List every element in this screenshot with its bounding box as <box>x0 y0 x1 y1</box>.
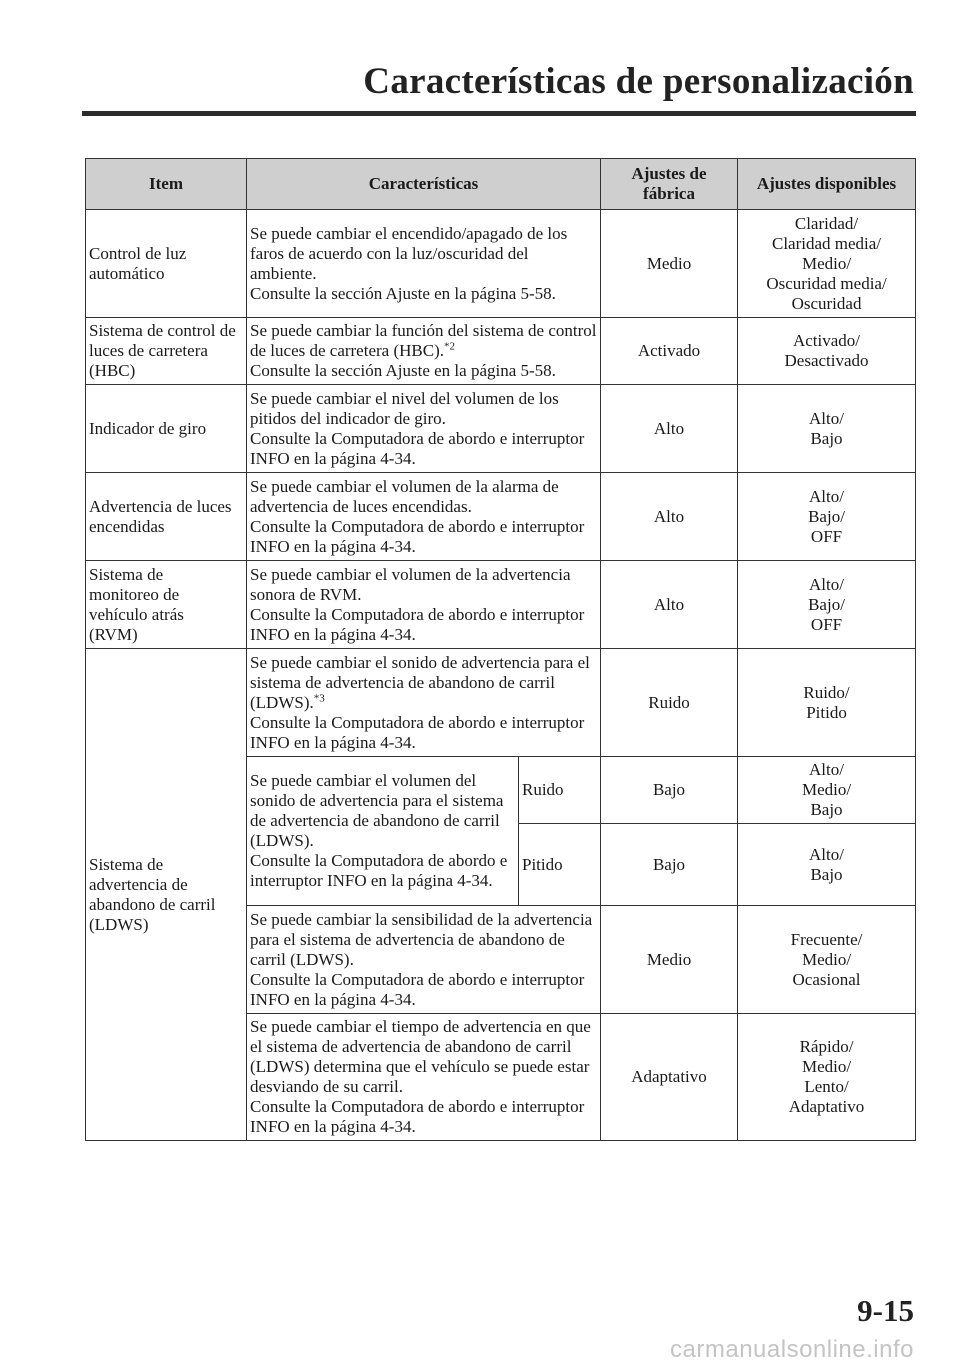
feature-cell: Se puede cambiar el volumen de la alarma de advertencia de luces encendidas. Consulte la Computadora de abordo e interruptor INFO en la página 4-34. <box>247 473 601 561</box>
table-row <box>86 473 916 561</box>
item-cell-ldws: Sistema de advertencia de abandono de carril (LDWS) <box>86 649 247 1141</box>
page-title: Características de personalización <box>363 61 914 102</box>
available-cell: Alto/ Bajo/ OFF <box>738 561 916 649</box>
feature-cell: Se puede cambiar el volumen del sonido de advertencia para el sistema de advertencia de abandono de carril (LDWS). Consulte la Computadora de abordo e interruptor INFO en la página 4-34. <box>247 757 519 906</box>
available-cell: Frecuente/ Medio/ Ocasional <box>738 906 916 1014</box>
item-cell: Advertencia de luces encendidas <box>86 473 247 561</box>
feature-cell <box>247 649 601 757</box>
feature-cell: Se puede cambiar el tiempo de advertencia en que el sistema de advertencia de abandono de carril (LDWS) determina que el vehículo se puede estar desviando de su carril. Consulte la Computadora de abordo e interruptor INFO en la página 4-34. <box>247 1014 601 1141</box>
column-header-item: Item <box>86 159 247 210</box>
item-cell: Sistema de control de luces de carretera (HBC) <box>86 318 247 385</box>
factory-cell: Medio <box>601 906 738 1014</box>
item-cell: Sistema de monitoreo de vehículo atrás (RVM) <box>86 561 247 649</box>
available-cell: Claridad/ Claridad media/ Medio/ Oscuridad media/ Oscuridad <box>738 210 916 318</box>
factory-cell: Alto <box>601 561 738 649</box>
available-cell: Alto/ Bajo/ OFF <box>738 473 916 561</box>
available-cell: Rápido/ Medio/ Lento/ Adaptativo <box>738 1014 916 1141</box>
feature-cell: Se puede cambiar el nivel del volumen de los pitidos del indicador de giro. Consulte la Computadora de abordo e interruptor INFO en la página 4-34. <box>247 385 601 473</box>
settings-table <box>85 158 916 1141</box>
factory-cell: Bajo <box>601 824 738 906</box>
feature-text: Consulte la sección Ajuste en la página 5-58. <box>250 361 556 380</box>
available-cell: Ruido/ Pitido <box>738 649 916 757</box>
table-row <box>86 561 916 649</box>
item-cell: Indicador de giro <box>86 385 247 473</box>
available-cell: Alto/ Bajo <box>738 385 916 473</box>
factory-cell: Activado <box>601 318 738 385</box>
available-cell: Alto/ Bajo <box>738 824 916 906</box>
table-row <box>86 318 916 385</box>
watermark: carmanualsonline.info <box>670 1336 914 1363</box>
factory-cell: Medio <box>601 210 738 318</box>
factory-cell: Alto <box>601 385 738 473</box>
feature-cell <box>247 318 601 385</box>
factory-cell: Bajo <box>601 757 738 824</box>
column-header-factory: Ajustes de fábrica <box>601 159 738 210</box>
item-cell: Control de luz automático <box>86 210 247 318</box>
feature-cell: Se puede cambiar la sensibilidad de la advertencia para el sistema de advertencia de abandono de carril (LDWS). Consulte la Computadora de abordo e interruptor INFO en la página 4-34. <box>247 906 601 1014</box>
column-header-available: Ajustes disponibles <box>738 159 916 210</box>
available-cell: Activado/ Desactivado <box>738 318 916 385</box>
table-row <box>86 385 916 473</box>
available-cell: Alto/ Medio/ Bajo <box>738 757 916 824</box>
feature-cell: Se puede cambiar el volumen de la advertencia sonora de RVM. Consulte la Computadora de abordo e interruptor INFO en la página 4-34. <box>247 561 601 649</box>
column-header-features: Características <box>247 159 601 210</box>
table-row <box>86 210 916 318</box>
footnote-ref: *3 <box>313 691 325 704</box>
footnote-ref: *2 <box>443 340 455 353</box>
page-number: 9-15 <box>857 1293 914 1328</box>
sub-type-cell: Pitido <box>519 824 601 906</box>
sub-type-cell: Ruido <box>519 757 601 824</box>
table-header-row <box>86 159 916 210</box>
title-rule <box>82 111 916 116</box>
factory-cell: Alto <box>601 473 738 561</box>
feature-text: Consulte la Computadora de abordo e interruptor INFO en la página 4-34. <box>250 712 585 752</box>
table-row <box>86 649 916 757</box>
feature-text: Se puede cambiar la función del sistema de control de luces de carretera (HBC). <box>250 321 597 360</box>
factory-cell: Adaptativo <box>601 1014 738 1141</box>
factory-cell: Ruido <box>601 649 738 757</box>
feature-text: Se puede cambiar el sonido de advertencia para el sistema de advertencia de abandono de carril (LDWS). <box>250 652 590 712</box>
feature-cell: Se puede cambiar el encendido/apagado de los faros de acuerdo con la luz/oscuridad del ambiente. Consulte la sección Ajuste en la página 5-58. <box>247 210 601 318</box>
